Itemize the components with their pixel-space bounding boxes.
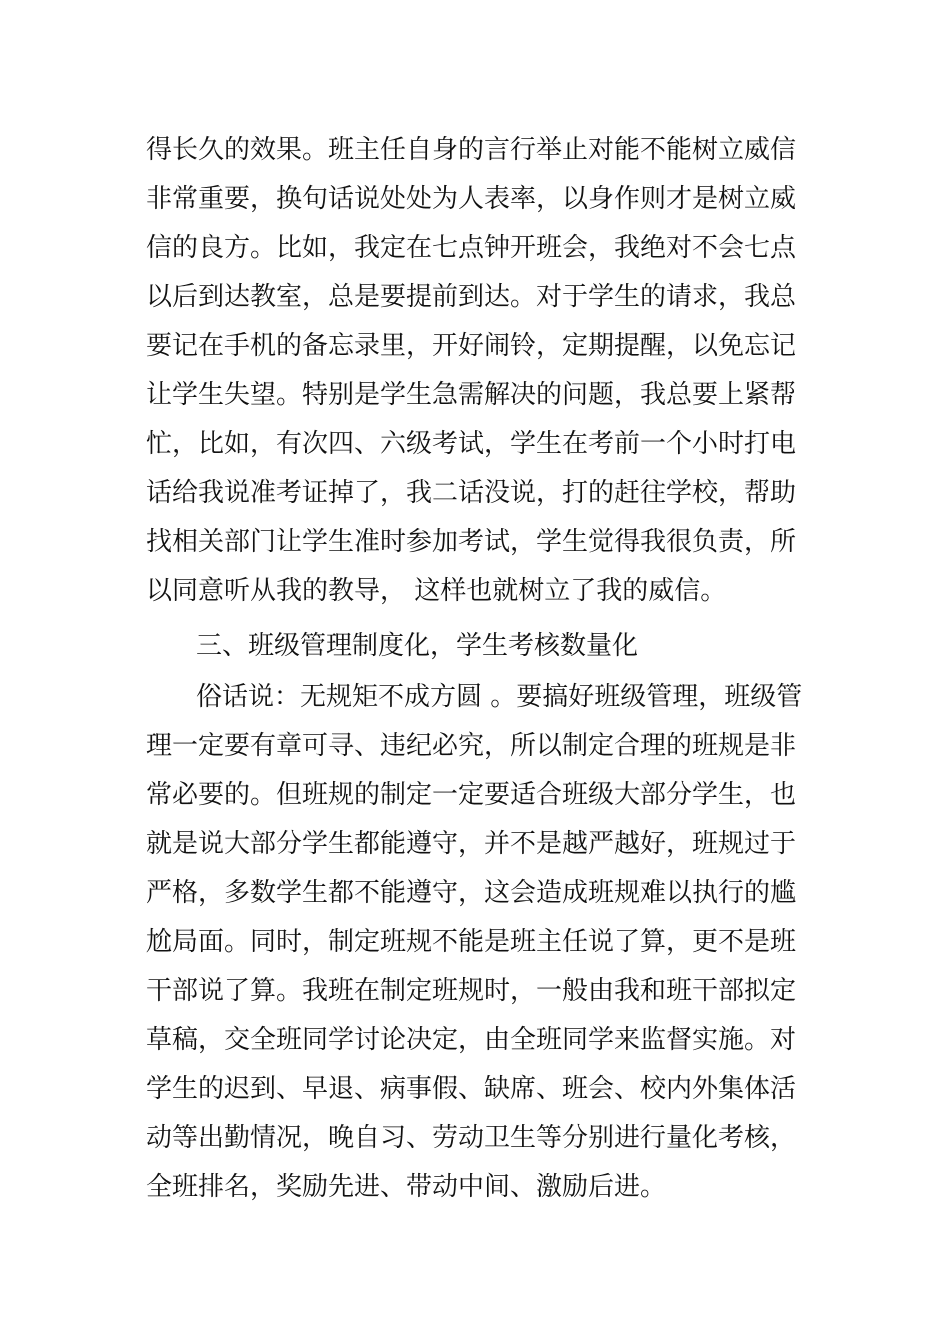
body-line: 以同意听从我的教导， 这样也就树立了我的威信。 [146,576,727,606]
body-line: 以后到达教室，总是要提前到达。对于学生的请求，我总 [146,282,797,312]
body-line: 俗话说：无规矩不成方圆 。要搞好班级管理，班级管 [196,682,803,712]
body-line: 忙，比如，有次四、六级考试，学生在考前一个小时打电 [146,429,797,459]
body-line: 学生的迟到、早退、病事假、缺席、班会、校内外集体活 [146,1074,797,1104]
body-line: 话给我说准考证掉了，我二话没说，打的赶往学校，帮助 [146,478,797,508]
body-line: 常必要的。但班规的制定一定要适合班级大部分学生，也 [146,780,797,810]
body-line: 要记在手机的备忘录里，开好闹铃，定期提醒，以免忘记 [146,331,797,361]
body-line: 让学生失望。特别是学生急需解决的问题，我总要上紧帮 [146,380,797,410]
body-line: 非常重要，换句话说处处为人表率，以身作则才是树立威 [146,184,797,214]
body-line: 全班排名，奖励先进、带动中间、激励后进。 [146,1172,667,1202]
body-line: 严格，多数学生都不能遵守，这会造成班规难以执行的尴 [146,878,797,908]
body-line: 就是说大部分学生都能遵守，并不是越严越好，班规过于 [146,829,797,859]
section-heading: 三、班级管理制度化，学生考核数量化 [196,631,639,661]
body-line: 干部说了算。我班在制定班规时，一般由我和班干部拟定 [146,976,797,1006]
body-line: 动等出勤情况，晚自习、劳动卫生等分别进行量化考核， [146,1123,797,1153]
body-line: 信的良方。比如，我定在七点钟开班会，我绝对不会七点 [146,233,797,263]
body-line: 草稿，交全班同学讨论决定，由全班同学来监督实施。对 [146,1025,797,1055]
body-line: 得长久的效果。班主任自身的言行举止对能不能树立威信 [146,135,797,165]
body-line: 找相关部门让学生准时参加考试，学生觉得我很负责，所 [146,527,797,557]
body-line: 尬局面。同时，制定班规不能是班主任说了算，更不是班 [146,927,797,957]
body-line: 理一定要有章可寻、违纪必究，所以制定合理的班规是非 [146,731,797,761]
